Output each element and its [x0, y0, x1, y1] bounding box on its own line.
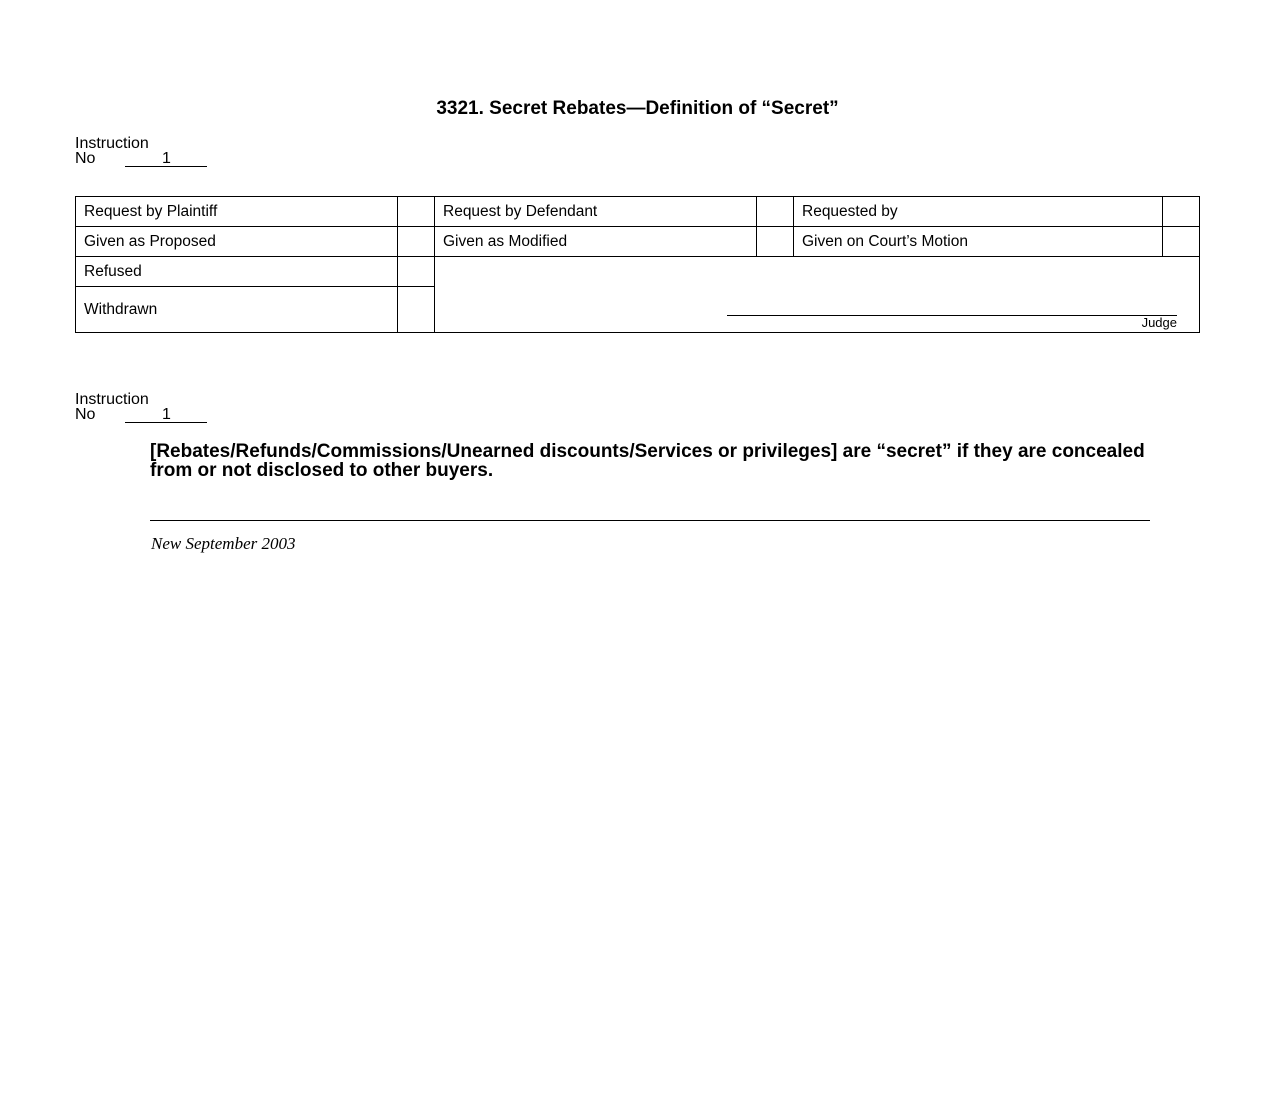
page-title: 3321. Secret Rebates—Definition of “Secret” — [436, 98, 839, 119]
instruction-number-field[interactable]: 1 — [125, 152, 207, 167]
instruction-number-top — [75, 136, 207, 167]
given-as-proposed-label: Given as Proposed — [76, 227, 398, 257]
instruction-label: Instruction — [75, 391, 149, 408]
requested-by-label: Requested by — [794, 197, 1163, 227]
given-as-proposed-checkbox[interactable] — [398, 227, 435, 257]
refused-checkbox[interactable] — [398, 257, 435, 287]
judge-signature-line — [727, 315, 1177, 316]
no-label: No — [75, 406, 96, 423]
judge-signature-area[interactable] — [435, 257, 1200, 333]
request-by-plaintiff-checkbox[interactable] — [398, 197, 435, 227]
given-on-courts-motion-label: Given on Court’s Motion — [794, 227, 1163, 257]
judge-label: Judge — [1141, 315, 1177, 330]
request-by-defendant-label: Request by Defendant — [435, 197, 757, 227]
given-as-modified-label: Given as Modified — [435, 227, 757, 257]
request-by-defendant-checkbox[interactable] — [757, 197, 794, 227]
withdrawn-checkbox[interactable] — [398, 287, 435, 333]
instruction-status-form — [75, 196, 1200, 333]
given-on-courts-motion-checkbox[interactable] — [1163, 227, 1200, 257]
instruction-number-bottom — [75, 392, 207, 423]
instruction-body-text: [Rebates/Refunds/Commissions/Unearned discounts/Services or privileges] are “secret” if they are concealed from or not disclosed to other buyers. — [150, 441, 1145, 481]
given-as-modified-checkbox[interactable] — [757, 227, 794, 257]
withdrawn-label: Withdrawn — [76, 287, 398, 333]
instruction-number-field[interactable]: 1 — [125, 408, 207, 423]
no-label: No — [75, 150, 96, 167]
instruction-label: Instruction — [75, 135, 149, 152]
requested-by-checkbox[interactable] — [1163, 197, 1200, 227]
divider-rule — [150, 520, 1150, 521]
request-by-plaintiff-label: Request by Plaintiff — [76, 197, 398, 227]
history-note: New September 2003 — [151, 534, 296, 553]
refused-label: Refused — [76, 257, 398, 287]
